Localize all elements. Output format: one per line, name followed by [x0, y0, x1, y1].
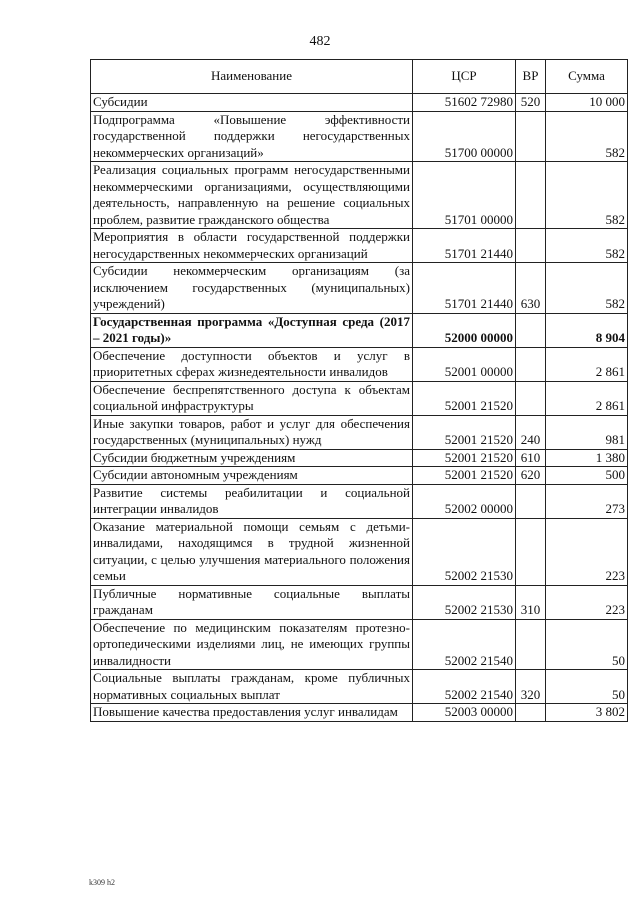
table-row	[91, 313, 628, 347]
row-csr: 52001 21520	[413, 415, 516, 449]
row-csr: 52002 21540	[413, 619, 516, 670]
budget-table	[90, 59, 628, 722]
row-sum: 223	[546, 518, 628, 585]
row-sum: 582	[546, 263, 628, 314]
row-vr: 610	[516, 449, 546, 467]
row-vr	[516, 381, 546, 415]
table-header-row	[91, 60, 628, 94]
table-row	[91, 229, 628, 263]
row-csr: 52001 21520	[413, 449, 516, 467]
row-name: Субсидии бюджетным учреждениям	[91, 449, 413, 467]
table-row	[91, 415, 628, 449]
row-name: Субсидии автономным учреждениям	[91, 467, 413, 485]
row-sum: 582	[546, 229, 628, 263]
row-name: Государственная программа «Доступная среда (2017 – 2021 годы)»	[91, 313, 413, 347]
row-vr	[516, 518, 546, 585]
table-row	[91, 484, 628, 518]
row-name: Повышение качества предоставления услуг инвалидам	[91, 704, 413, 722]
row-csr: 52001 00000	[413, 347, 516, 381]
row-vr: 310	[516, 585, 546, 619]
row-sum: 273	[546, 484, 628, 518]
row-vr: 240	[516, 415, 546, 449]
table-row	[91, 619, 628, 670]
row-sum: 981	[546, 415, 628, 449]
row-name: Обеспечение беспрепятственного доступа к объектам социальной инфраструктуры	[91, 381, 413, 415]
row-name: Развитие системы реабилитации и социальной интеграции инвалидов	[91, 484, 413, 518]
row-sum: 8 904	[546, 313, 628, 347]
row-vr	[516, 619, 546, 670]
row-vr: 630	[516, 263, 546, 314]
row-csr: 51700 00000	[413, 111, 516, 162]
row-name: Мероприятия в области государственной поддержки негосударственных некоммерческих организаций	[91, 229, 413, 263]
row-sum: 10 000	[546, 94, 628, 112]
table-row	[91, 518, 628, 585]
row-sum: 2 861	[546, 381, 628, 415]
row-csr: 52002 21530	[413, 518, 516, 585]
row-sum: 50	[546, 619, 628, 670]
footer-code: k309 h2	[89, 878, 115, 887]
row-vr: 320	[516, 670, 546, 704]
row-vr	[516, 484, 546, 518]
table-row	[91, 381, 628, 415]
column-header-sum: Сумма	[546, 60, 628, 94]
row-sum: 223	[546, 585, 628, 619]
row-vr	[516, 704, 546, 722]
row-csr: 52001 21520	[413, 467, 516, 485]
row-name: Субсидии	[91, 94, 413, 112]
table-row	[91, 162, 628, 229]
row-vr	[516, 347, 546, 381]
row-vr	[516, 313, 546, 347]
row-vr: 520	[516, 94, 546, 112]
row-sum: 1 380	[546, 449, 628, 467]
row-name: Субсидии некоммерческим организациям (за исключением государственных (муниципальных) учреждений)	[91, 263, 413, 314]
row-sum: 500	[546, 467, 628, 485]
row-sum: 2 861	[546, 347, 628, 381]
table-row	[91, 263, 628, 314]
row-sum: 50	[546, 670, 628, 704]
column-header-name: Наименование	[91, 60, 413, 94]
table-row	[91, 449, 628, 467]
row-name: Иные закупки товаров, работ и услуг для обеспечения государственных (муниципальных) нужд	[91, 415, 413, 449]
table-row	[91, 467, 628, 485]
row-csr: 51701 21440	[413, 263, 516, 314]
row-vr: 620	[516, 467, 546, 485]
row-sum: 3 802	[546, 704, 628, 722]
row-name: Обеспечение по медицинским показателям протезно-ортопедическими изделиями лиц, не имеющих группы инвалидности	[91, 619, 413, 670]
page-number: 482	[309, 34, 331, 49]
row-vr	[516, 111, 546, 162]
table-row	[91, 347, 628, 381]
table-row	[91, 94, 628, 112]
row-csr: 52000 00000	[413, 313, 516, 347]
table-row	[91, 670, 628, 704]
row-csr: 51701 21440	[413, 229, 516, 263]
row-csr: 52002 00000	[413, 484, 516, 518]
row-csr: 52002 21540	[413, 670, 516, 704]
row-sum: 582	[546, 162, 628, 229]
column-header-csr: ЦСР	[413, 60, 516, 94]
row-name: Реализация социальных программ негосударственными некоммерческими организациями, осуществляющими деятельность, направленную на решение социальных проблем, развитие гражданского общества	[91, 162, 413, 229]
row-name: Социальные выплаты гражданам, кроме публичных нормативных социальных выплат	[91, 670, 413, 704]
row-csr: 52003 00000	[413, 704, 516, 722]
row-name: Публичные нормативные социальные выплаты гражданам	[91, 585, 413, 619]
row-name: Подпрограмма «Повышение эффективности государственной поддержки негосударственных некоммерческих организаций»	[91, 111, 413, 162]
table-row	[91, 585, 628, 619]
row-name: Обеспечение доступности объектов и услуг в приоритетных сферах жизнедеятельности инвалидов	[91, 347, 413, 381]
row-sum: 582	[546, 111, 628, 162]
row-csr: 51602 72980	[413, 94, 516, 112]
column-header-vr: ВР	[516, 60, 546, 94]
row-name: Оказание материальной помощи семьям с детьми-инвалидами, находящимся в трудной жизненной ситуации, с целью улучшения материального положения семьи	[91, 518, 413, 585]
row-csr: 52001 21520	[413, 381, 516, 415]
row-vr	[516, 162, 546, 229]
table-row	[91, 111, 628, 162]
row-csr: 51701 00000	[413, 162, 516, 229]
row-csr: 52002 21530	[413, 585, 516, 619]
row-vr	[516, 229, 546, 263]
table-row	[91, 704, 628, 722]
